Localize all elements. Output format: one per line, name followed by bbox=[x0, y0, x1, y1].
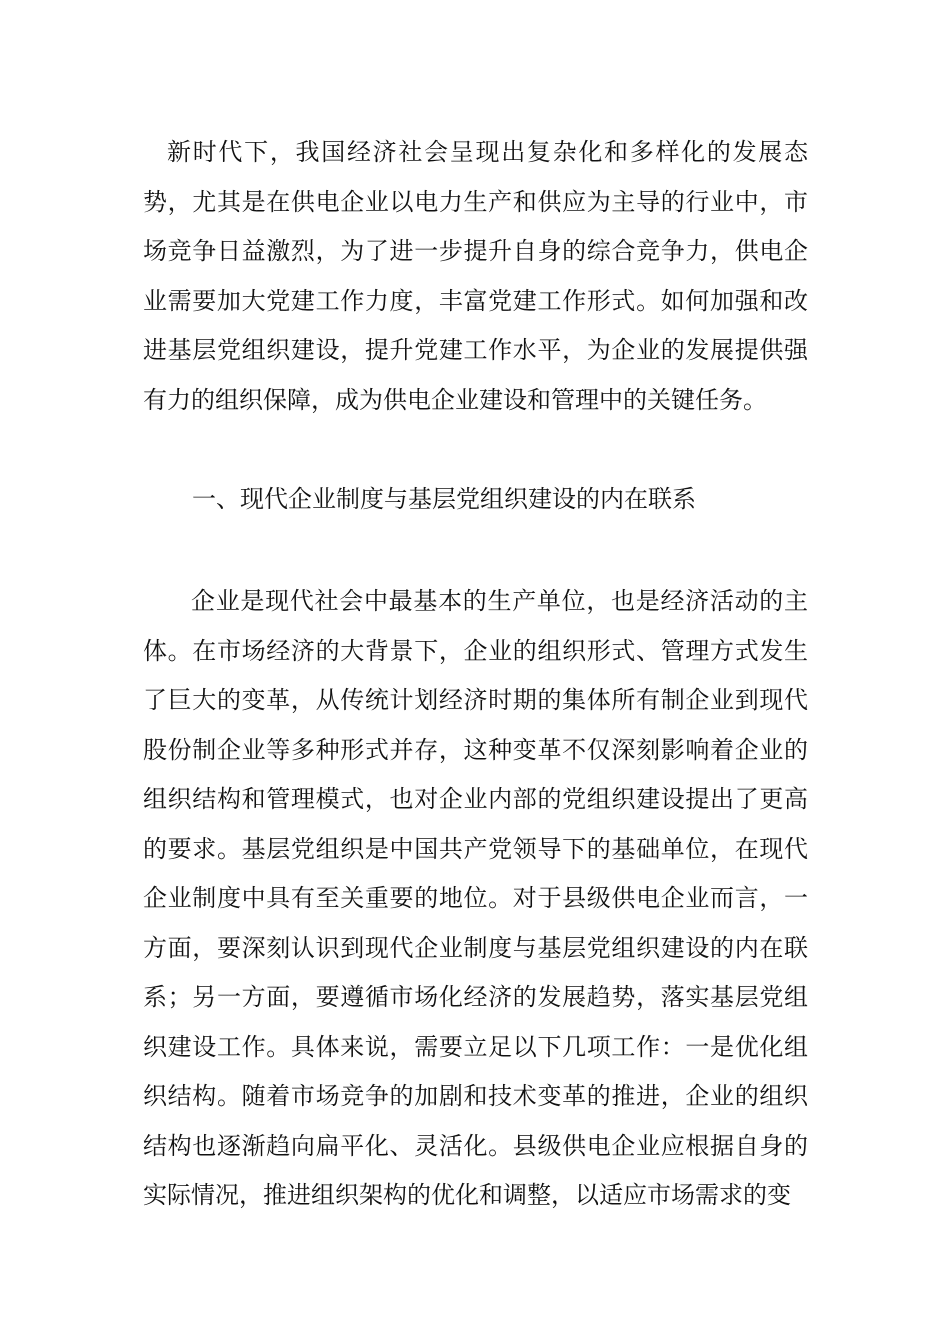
intro-paragraph: 新时代下，我国经济社会呈现出复杂化和多样化的发展态势，尤其是在供电企业以电力生产和供应为主导的行业中，市场竞争日益激烈，为了进一步提升自身的综合竞争力，供电企业需要加大党建工作力度，丰富党建工作形式。如何加强和改进基层党组织建设，提升党建工作水平，为企业的发展提供强有力的组织保障，成为供电企业建设和管理中的关键任务。 bbox=[143, 138, 808, 414]
section-heading: 一、现代企业制度与基层党组织建设的内在联系 bbox=[192, 485, 696, 513]
body-paragraph: 企业是现代社会中最基本的生产单位，也是经济活动的主体。在市场经济的大背景下，企业的组织形式、管理方式发生了巨大的变革，从传统计划经济时期的集体所有制企业到现代股份制企业等多种形式并存，这种变革不仅深刻影响着企业的组织结构和管理模式，也对企业内部的党组织建设提出了更高的要求。基层党组织是中国共产党领导下的基础单位，在现代企业制度中具有至关重要的地位。对于县级供电企业而言，一方面，要深刻认识到现代企业制度与基层党组织建设的内在联系；另一方面，要遵循市场化经济的发展趋势，落实基层党组织建设工作。具体来说，需要立足以下几项工作：一是优化组织结构。随着市场竞争的加剧和技术变革的推进，企业的组织结构也逐渐趋向扁平化、灵活化。县级供电企业应根据自身的实际情况，推进组织架构的优化和调整，以适应市场需求的变 bbox=[143, 587, 808, 1209]
